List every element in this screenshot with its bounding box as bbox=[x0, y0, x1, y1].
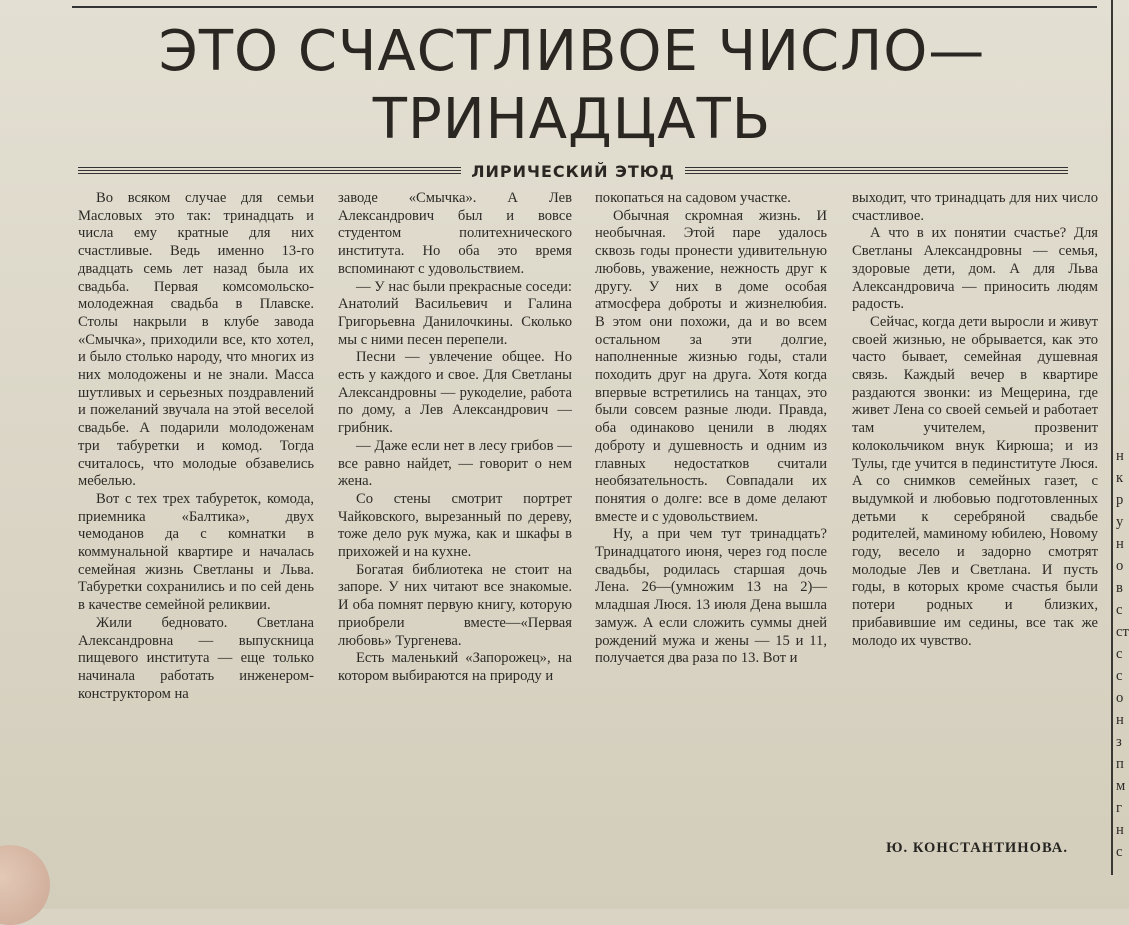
fragment-letter: с bbox=[1116, 668, 1123, 684]
paragraph: — У нас были прекрасные соседи: Анатолий Васильевич и Галина Григорьевна Данилочкины. Сколько мы с ними песен перепели. bbox=[338, 278, 572, 348]
finger-in-frame bbox=[0, 845, 50, 925]
headline-line-2: ТРИНАДЦАТЬ bbox=[372, 87, 772, 152]
paragraph: Со стены смотрит портрет Чайковского, вырезанный по дереву, тоже дело рук мужа, как и шкафы в прихожей и на кухне. bbox=[338, 490, 572, 561]
fragment-letter: п bbox=[1116, 756, 1124, 772]
rubric bbox=[78, 158, 1068, 184]
fragment-letter: м bbox=[1116, 778, 1126, 794]
article-column-4 bbox=[852, 190, 1098, 650]
top-rule bbox=[72, 6, 1097, 8]
fragment-letter: н bbox=[1116, 712, 1124, 728]
fragment-letter: з bbox=[1116, 734, 1122, 750]
article-column-3 bbox=[595, 190, 827, 668]
fragment-letter: н bbox=[1116, 448, 1124, 464]
rubric-rule-right bbox=[685, 167, 1068, 176]
paragraph: выходит, что тринадцать для них число счастливое. bbox=[852, 190, 1098, 224]
fragment-letter: о bbox=[1116, 558, 1124, 574]
fragment-letter: у bbox=[1116, 514, 1124, 530]
fragment-letter: с bbox=[1116, 844, 1123, 860]
fragment-letter: с bbox=[1116, 646, 1123, 662]
paragraph: Жили бедновато. Светлана Александровна — выпускница пищевого института — еще только начинала работать инженером-конструктором на bbox=[78, 614, 314, 702]
paragraph: Сейчас, когда дети выросли и живут своей жизнью, не обрывается, как это часто бывает, семейная душевная связь. Каждый вечер в квартире раздаются звонки: из Мещерина, где живет Лена со своей семьей и работает там учителем, прозвенит колокольчиком внук Кирюша; и из Тулы, где учится в пединституте Люся. А со снимков семейных газет, с выдумкой и любовью подготовленных детьми к серебряной свадьбе родителей, маминому юбилею, Новому году, весело и задорно смотрят молодые Лев и Светлана. И пусть годы, в которых кроме счастья были потери родных и близких, прибавившие им седины, все так же молодо их чувство. bbox=[852, 313, 1098, 649]
paragraph: — Даже если нет в лесу грибов — все равно найдет, — говорит о нем жена. bbox=[338, 437, 572, 490]
column-divider bbox=[1111, 0, 1113, 875]
fragment-letter: к bbox=[1116, 470, 1124, 486]
rubric-label: ЛИРИЧЕСКИЙ ЭТЮД bbox=[471, 161, 675, 181]
paragraph: заводе «Смычка». А Лев Александрович был и вовсе студентом политехнического института. Но оба это время вспоминают с удовольствием. bbox=[338, 190, 572, 277]
paragraph: Обычная скромная жизнь. И необычная. Этой паре удалось сквозь годы пронести удивительную любовь, уважение, нежность друг к другу. У них в доме особая атмосфера доброты и жизнелюбия. В этом они похожи, да и во всем остальном за эти долгие, наполненные жизнью годы, стали походить друг на друга. Хотя когда впервые встретились на танцах, это были совсем разные люди. Правда, оба одинаково ценили в людях доброту и душевность и одним из главных недостатков считали необязательность. Совпадали их понятия о долге: все в доме делают вместе и с удовольствием. bbox=[595, 207, 827, 525]
paragraph: А что в их понятии счастье? Для Светланы Александровны — семья, здоровые дети, дом. А для Льва Александровича — приносить людям радость. bbox=[852, 225, 1098, 313]
article-column-1 bbox=[78, 190, 314, 703]
rubric-rule-left bbox=[78, 167, 461, 176]
paragraph: Вот с тех трех табуреток, комода, приемника «Балтика», двух чемоданов да с комнатки в коммунальной квартире и началась семейная жизнь Светланы и Льва. Табуретки сохранились и по сей день в качестве семейной реликвии. bbox=[78, 490, 314, 614]
headline bbox=[72, 18, 1072, 154]
headline-line-1: ЭТО СЧАСТЛИВОЕ ЧИСЛО— bbox=[158, 19, 986, 84]
fragment-letter: г bbox=[1116, 800, 1122, 816]
fragment-letter: с bbox=[1116, 602, 1123, 618]
fragment-letter: ст bbox=[1116, 624, 1129, 640]
paragraph: покопаться на садовом участке. bbox=[595, 190, 791, 206]
paragraph: Во всяком случае для семьи Масловых это так: тринадцать и числа ему кратные для них счастливые. Ведь именно 13-го двадцать семь лет назад была их свадьба. Первая комсомольско-молодежная свадьба в Плавске. Столы накрыли в клубе завода «Смычка», приходили все, кто хотел, и было столько народу, что многих из них молодожены и не знали. Масса шутливых и серьезных поздравлений и пожеланий звучала на этой веселой свадьбе. А подарили молодоженам три табуретки и комод. Тогда считалось, что молодые обзавелись мебелью. bbox=[78, 190, 314, 490]
fragment-letter: в bbox=[1116, 580, 1123, 596]
paragraph: Песни — увлечение общее. Но есть у каждого и свое. Для Светланы Александровны — рукоделие, работа по дому, а Лев Александрович — грибник. bbox=[338, 349, 572, 437]
paragraph: Богатая библиотека не стоит на запоре. У них читают все знакомые. И оба помнят первую книгу, которую приобрели вместе—«Первая любовь» Тургенева. bbox=[338, 561, 572, 649]
fragment-letter: н bbox=[1116, 822, 1124, 838]
paragraph: Есть маленький «Запорожец», на котором выбираются на природу и bbox=[338, 650, 572, 684]
fragment-letter: н bbox=[1116, 536, 1124, 552]
fragment-letter: р bbox=[1116, 492, 1124, 508]
paragraph: Ну, а при чем тут тринадцать? Тринадцатого июня, через год после свадьбы, родилась старшая дочь Лена. 26—(умножим 13 на 2)— младшая Люся. 13 июля Дена вышла замуж. А если сложить суммы дней рождений мужа и жены — 15 и 11, получается два раза по 13. Вот и bbox=[595, 526, 827, 667]
adjacent-column-fragment bbox=[1116, 445, 1129, 865]
article-column-2 bbox=[338, 190, 572, 686]
fragment-letter: о bbox=[1116, 690, 1124, 706]
author-signature: Ю. КОНСТАНТИНОВА. bbox=[886, 840, 1068, 856]
